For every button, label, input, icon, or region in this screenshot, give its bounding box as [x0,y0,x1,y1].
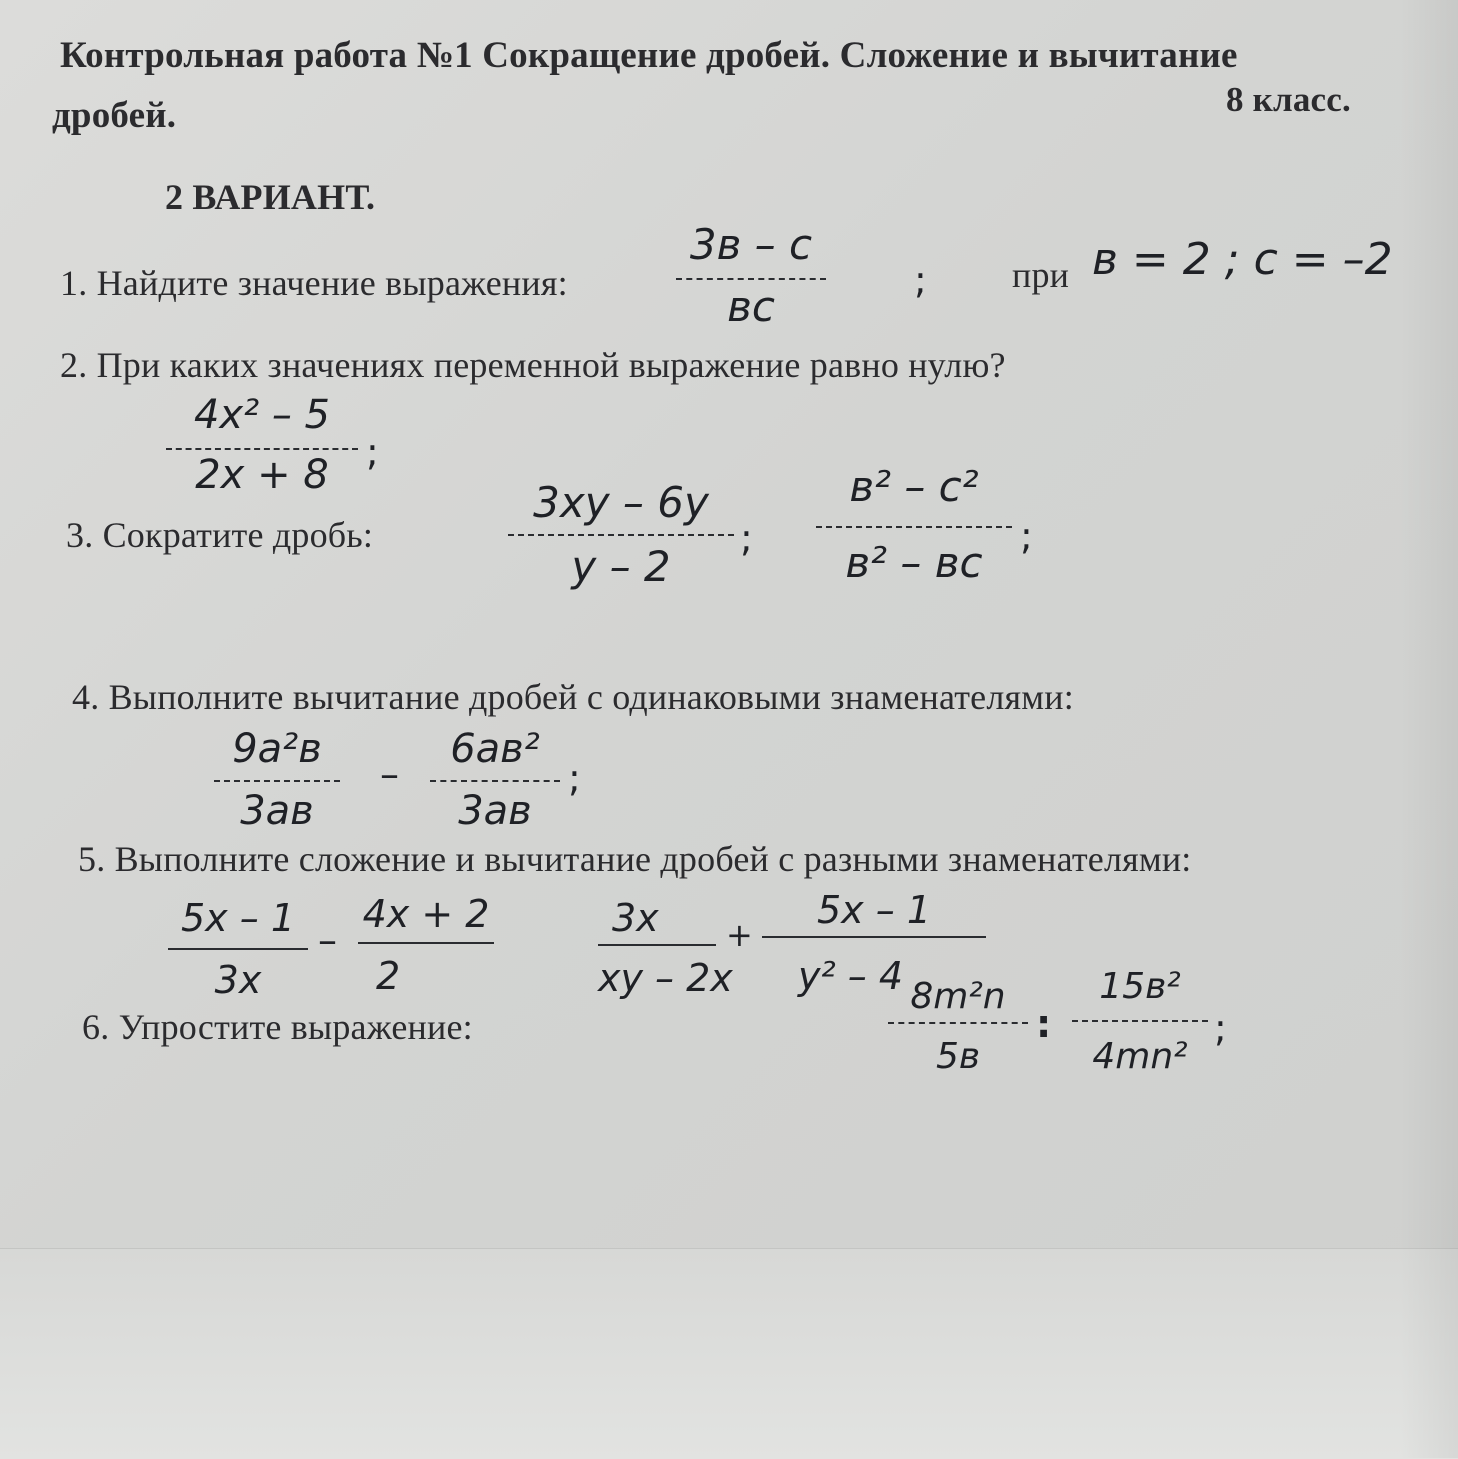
task-3a-numerator: 3xy – 6y [533,478,709,527]
task-5a-fraction-bar [168,948,308,950]
task-5d-denominator: y² – 4 [798,954,904,998]
task-4a-denominator: 3aв [240,788,314,834]
task-6a-fraction-bar [888,1022,1028,1024]
worksheet-title-line1: Контрольная работа №1 Сокращение дробей. Сложение и вычитание [60,35,1238,76]
task-4-separator: ; [568,756,581,800]
task-5a-numerator: 5x – 1 [181,896,295,940]
task-2-label: 2. При каких значениях переменной выражение равно нулю? [60,345,1006,385]
task-2-fraction [166,392,358,502]
task-5c-denominator: xy – 2x [598,956,733,1000]
task-4a-numerator: 9a²в [232,726,322,772]
task-4b-denominator: 3aв [458,788,532,834]
task-3b-fraction [816,462,1012,594]
task-5-plus: + [726,916,753,954]
task-4-label: 4. Выполните вычитание дробей с одинаковыми знаменателями: [72,677,1074,717]
task-6a-denominator: 5в [935,1036,981,1077]
table-surface [0,1248,1458,1459]
task-6b-numerator: 15в² [1099,966,1181,1007]
task-3a-fraction-bar [508,534,734,536]
task-5b-fraction [358,892,494,1000]
task-5b-fraction-bar [358,942,494,944]
task-2-fraction-bar [166,448,358,450]
task-5d-fraction-bar [762,936,986,938]
task-5-label: 5. Выполните сложение и вычитание дробей с разными знаменателями: [78,839,1192,879]
task-6-separator: ; [1214,1006,1227,1050]
task-6a-numerator: 8m²n [910,976,1006,1017]
task-5-minus: – [318,918,337,962]
task-1-label: 1. Найдите значение выражения: [60,263,568,303]
task-1-fraction [676,220,826,330]
task-1-denominator: вс [727,282,775,331]
task-3b-denominator: в² – вс [845,538,983,587]
task-6-division: : [1036,1002,1052,1046]
task-4-minus: – [380,752,399,796]
task-3-separator-2: ; [1020,514,1033,558]
worksheet-title-line2: дробей. [52,95,177,136]
task-4a-fraction-bar [214,780,340,782]
task-5a-fraction [168,896,308,1004]
grade-label: 8 класс. [1226,80,1351,119]
task-1-numerator: 3в – с [689,220,813,269]
task-4b-numerator: 6aв² [450,726,540,772]
task-5c-fraction-bar [598,944,716,946]
task-2-separator: ; [366,430,379,474]
page-edge-shadow [1400,0,1458,1458]
task-6b-fraction [1072,966,1208,1084]
task-1-variable-values: в = 2 ; с = –2 [1092,234,1393,285]
task-4a-fraction [214,726,340,836]
task-1-fraction-bar [676,278,826,280]
task-6b-fraction-bar [1072,1020,1208,1022]
task-4b-fraction [430,726,560,836]
task-3-separator-1: ; [740,516,753,560]
task-2-numerator: 4x² – 5 [193,392,331,438]
task-6a-fraction [888,976,1028,1084]
task-5a-denominator: 3x [214,958,262,1002]
task-1-separator: ; [914,258,927,302]
task-3b-fraction-bar [816,526,1012,528]
task-5c-fraction [598,896,733,1004]
task-5b-numerator: 4x + 2 [362,892,490,936]
task-2-denominator: 2x + 8 [195,452,329,498]
task-3a-fraction [508,478,734,594]
task-1-at-label: при [1012,255,1070,295]
task-3a-denominator: y – 2 [571,542,671,591]
task-6-label: 6. Упростите выражение: [82,1007,473,1047]
task-4b-fraction-bar [430,780,560,782]
task-3-label: 3. Сократите дробь: [66,515,374,555]
task-6b-denominator: 4mn² [1092,1036,1188,1077]
task-5d-numerator: 5x – 1 [817,888,931,932]
task-3b-numerator: в² – с² [849,462,979,511]
task-5b-denominator: 2 [376,954,401,998]
task-5c-numerator: 3x [612,896,659,940]
variant-label: 2 ВАРИАНТ. [165,177,376,217]
